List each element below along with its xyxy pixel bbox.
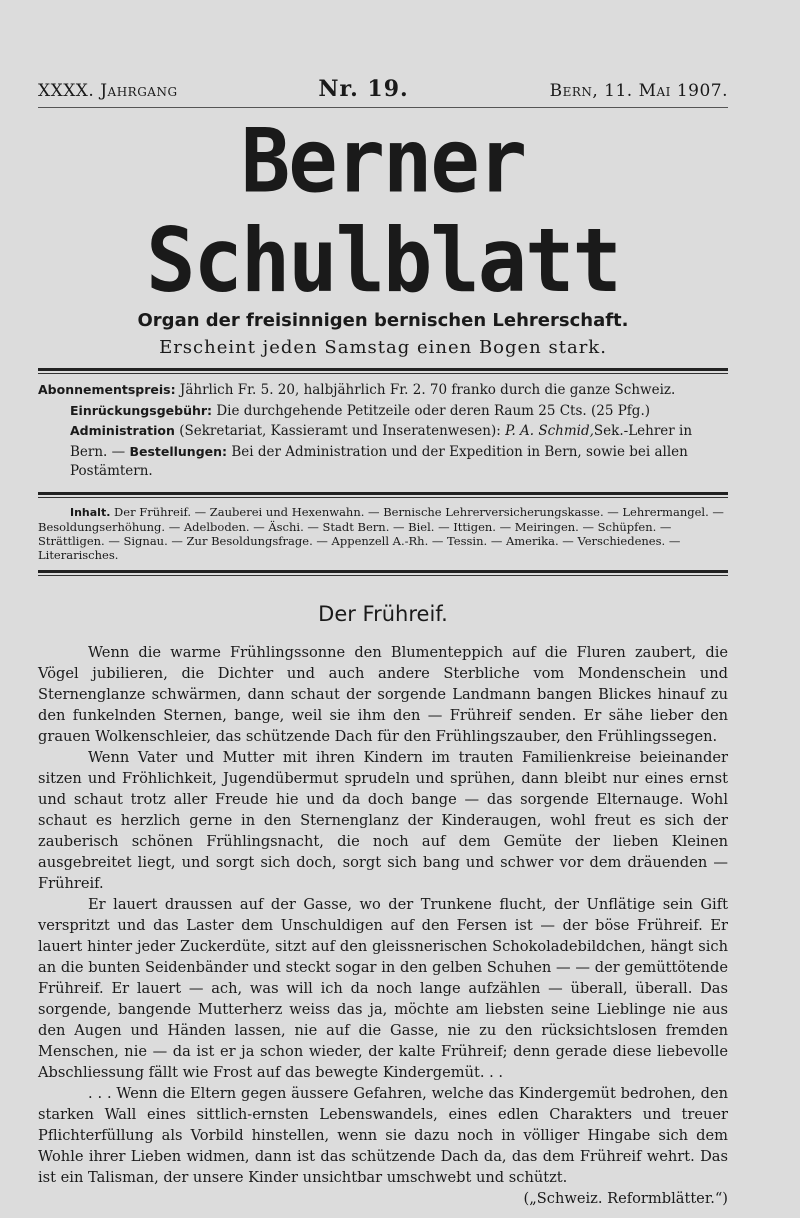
article-paragraph: Wenn Vater und Mutter mit ihren Kindern im trauten Familienkreise beieinander sitzen und Fröhlichkeit, Jugendübermut sprudeln und sprühen, dann bleibt nur eines ernst und schaut trotz aller Freude hie und da doch bange — das sorgende Elternauge. Wohl schaut es herzlich gerne in den Sternenglanz der Kinderaugen, wohl freut es sich der zauberisch schönen Frühlingsnacht, die noch auf dem Gemüte der lieben Kleinen ausgebreitet liegt, und sorgt sich doch, sorgt sich bang und schwer vor dem dräuenden — Frühreif.	[38, 748, 728, 892]
article-title: Der Frühreif.	[318, 601, 448, 626]
info-rule	[38, 492, 728, 498]
insertion-text: Die durchgehende Petitzeile oder deren Raum 25 Cts. (25 Pfg.)	[216, 402, 651, 419]
orders-label: Bestellungen:	[129, 443, 228, 459]
administration-text: (Sekretariat, Kassieramt und Inseratenwesen):	[179, 423, 501, 439]
administration-label: Administration	[70, 423, 175, 438]
issue-date: Bern, 11. Mai 1907.	[549, 81, 728, 101]
contents-rule	[38, 570, 728, 576]
article-paragraph	[38, 1083, 728, 1207]
article-source: („Schweiz. Reformblätter.“)	[523, 1189, 728, 1207]
insertion-label: Einrückungsgebühr:	[70, 402, 213, 418]
subscription-info	[38, 380, 728, 482]
contents-text: Der Frühreif. — Zauberei und Hexenwahn. — Bernische Lehrerversicherungskasse. — Lehrermangel. — Besoldungserhöhung. — Adelboden. — Äschi. — Stadt Bern. — Biel. — Ittigen. — Meiringen. — Schüpfen. — Strättligen. — Signau. — Zur Besoldungsfrage. — Appenzell A.-Rh. — Tessin. — Amerika. — Verschiedenes. — Literarisches.	[38, 504, 724, 562]
administration-name: P. A. Schmid,	[505, 423, 594, 439]
masthead-rule	[38, 368, 728, 374]
subscription-text: Jährlich Fr. 5. 20, halbjährlich Fr. 2. 70 franko durch die ganze Schweiz.	[179, 382, 676, 398]
masthead-subtitle: Organ der freisinnigen bernischen Lehrerschaft.	[137, 310, 629, 331]
administration-text-2: Sek.-Lehrer in Bern. —	[70, 423, 693, 460]
article-paragraph: Er lauert draussen auf der Gasse, wo der Trunkene flucht, der Unflätige sein Gift verspritzt und das Laster dem Unschuldigen auf den Fersen ist — der böse Frühreif. Er lauert hinter jeder Zuckerdüte, sitzt auf den gleissnerischen Schokoladebildchen, hängt sich an die bunten Seidenbänder und steckt sogar in den gelben Schuhen — — der gemüttötende Frühreif. Er lauert — ach, was will ich da noch lange aufzählen — überall, überall. Das sorgende, bangende Mutterherz weiss das ja, möchte am liebsten seine Lieblinge nie aus den Augen und Händen lassen, nie auf die Gasse, nie zu den rücksichtslosen fremden Menschen, nie — da ist er ja schon wieder, der kalte Frühreif; denn gerade diese liebevolle Abschliessung fällt wie Frost auf das bewegte Kindergemüt. . .	[38, 895, 728, 1081]
table-of-contents	[38, 505, 728, 562]
issue-number: Nr. 19.	[318, 76, 409, 102]
orders-text: Bei der Administration und der Expedition in Bern, sowie bei allen Postämtern.	[70, 443, 688, 479]
subscription-line	[38, 380, 728, 401]
masthead-title: Berner Schulblatt	[146, 110, 620, 313]
insertion-line	[38, 401, 728, 422]
masthead-frequency: Erscheint jeden Samstag einen Bogen stark.	[159, 337, 607, 358]
article-paragraph-text: . . . Wenn die Eltern gegen äussere Gefahren, welche das Kindergemüt bedrohen, den starken Wall eines sittlich-ernsten Lebenswandels, eines edlen Charakters und treuer Pflichterfüllung als Vorbild hinstellen, wenn sie dazu noch in völliger Hingabe sich dem Wohle ihrer Lieben widmen, dann ist das schützende Dach da, das dem Frühreif wehrt. Das ist ein Talisman, der unsere Kinder unsichtbar umschwebt und schützt.	[38, 1084, 728, 1186]
header-line	[38, 76, 728, 102]
contents-label: Inhalt.	[70, 505, 111, 519]
article-paragraph: Wenn die warme Frühlingssonne den Blumenteppich auf die Fluren zaubert, die Vögel jubilieren, die Dichter und auch andere Sterbliche vom Mondenschein und Sternenglanze schwärmen, dann schaut der sorgende Landmann bangen Blickes hinauf zu den funkelnden Sternen, bange, weil sie ihm den — Frühreif senden. Er sähe lieber den grauen Wolkenschleier, das schützende Dach für den Frühlingszauber, den Frühlingssegen.	[38, 643, 728, 745]
administration-line	[38, 421, 728, 482]
header-rule	[38, 107, 728, 108]
subscription-label: Abonnementspreis:	[38, 382, 176, 397]
volume-label: XXXX. Jahrgang	[38, 81, 178, 101]
article-body	[38, 642, 728, 1207]
